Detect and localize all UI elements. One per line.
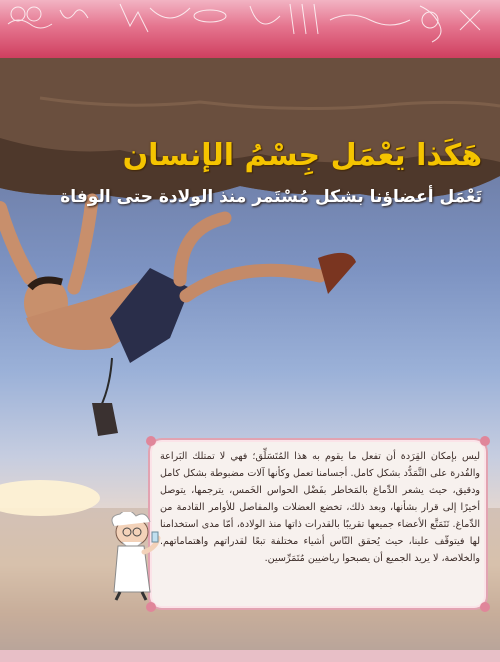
- anatomy-sketch-icon: [0, 0, 500, 58]
- bottom-band: [0, 650, 500, 662]
- page-subtitle: تَعْمَل أعضاؤنا بشكل مُسْتَمر منذ الولادة حتى الوفاة: [60, 187, 482, 207]
- box-corner: [146, 602, 156, 612]
- body-paragraph: ليس بإمكان القِرَدة أن تفعل ما يقوم به هذا المُتَسَلِّق؛ فهي لا تمتلك البَراعة والقُدرة على التَّمَدُّد بشكل كامل. أجسامنا تعمل وكأنها آلات مضبوطة بشكل كامل ودقيق، حيث يشعر الدِّماغ بالمَخاطر بفَضْل الحواس الخَمس، يترجمها، يتوصل أخيرًا إلى قرار بشأنها، وبعد ذلك، تخضع العضلات والمفاصل للأوامر القادمة من الدِّماغ. تَتَمَتَّع الأعضاء جميعها تقريبًا بالقدرات ذاتها منذ الولادة، أمّا مدى استخدامنا لها فيتوقّف علينا، حيث يُحقق النّاس أشياء مختلفة تبعًا لقدراتهم واهتماماتهم. والخلاصة، لا يريد الجميع أن يصبحوا رياضيين مُتَمَرِّسين.: [160, 451, 480, 564]
- box-corner: [480, 436, 490, 446]
- page-title: هَكَذا يَعْمَل جِسْمُ الإنسان: [122, 138, 482, 173]
- info-text-box: [148, 438, 488, 610]
- scientist-cartoon-icon: [104, 512, 166, 602]
- box-corner: [146, 436, 156, 446]
- decorative-header-band: [0, 0, 500, 58]
- box-corner: [480, 602, 490, 612]
